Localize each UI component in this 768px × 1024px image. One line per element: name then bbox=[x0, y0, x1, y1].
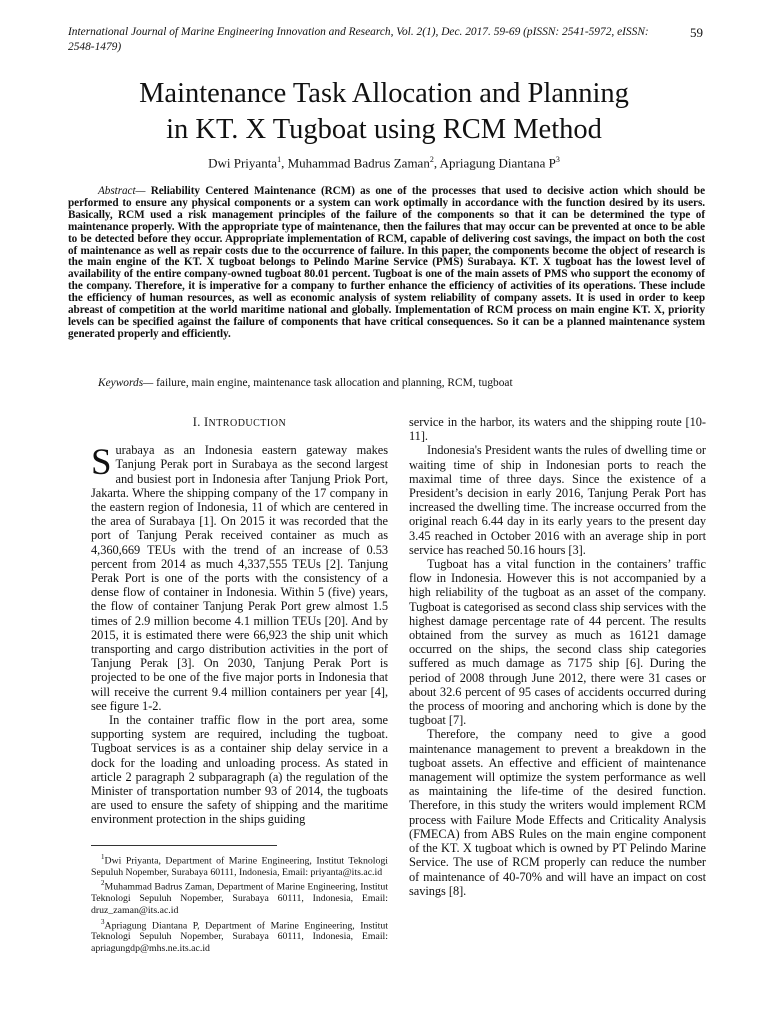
paragraph: Indonesia's President wants the rules of dwelling time or waiting time of ship in Indonesian ports to reach the maximal time of three days. Since the existence of a President’s decision in early 2016, Tanjung Perak Port has increased the dwelling time. The increase occurred from the original reach 6.44 day in its early years to the present day 3.45 reached in October 2016 with an average ship in port service has reached 50.16 hours [3]. bbox=[409, 443, 706, 557]
keywords bbox=[68, 377, 705, 389]
paragraph: Tugboat has a vital function in the containers’ traffic flow in Indonesia. However this is not accompanied by a high reliability of the tugboat as an asset of the company. Tugboat is categorised as second class ship services with the highest damage percentage rate of 44 percent. The results obtained from the survey as much as 16121 damage occurred on the ships, the second class ship categories suffered as much damage as 7175 ship [6]. During the period of 2008 through June 2012, there were 31 cases or about 32.6 percent of 95 cases of accidents occurred during the process of mooring and anchoring which is done by the tugboat [7]. bbox=[409, 557, 706, 728]
footnote: $^2$Muhammad Badrus Zaman, Department of Marine Engineering, Institut Teknologi Sepuluh Nopember, Surabaya 60111, Indonesia, Email: druz_zaman@its.ac.id bbox=[91, 879, 388, 916]
drop-cap: S bbox=[91, 442, 112, 484]
footnote-divider bbox=[91, 845, 277, 846]
author-name: Apriagung Diantana P bbox=[439, 155, 556, 171]
abstract bbox=[68, 186, 705, 341]
title-line-1: Maintenance Task Allocation and Planning bbox=[139, 78, 629, 109]
paper-title bbox=[68, 76, 700, 148]
author-mark: 2 bbox=[429, 155, 434, 164]
footnote: $^1$Dwi Priyanta, Department of Marine Engineering, Institut Teknologi Sepuluh Nopember, Surabaya 60111, Indonesia, Email: priyanta@its.ac.id bbox=[91, 853, 388, 878]
author-name: Dwi Priyanta bbox=[208, 155, 278, 171]
footnotes bbox=[91, 852, 388, 955]
keywords-label: Keywords— bbox=[98, 377, 154, 389]
paragraph: Surabaya as an Indonesia eastern gateway makes Tanjung Perak port in Surabaya as the second largest and busiest port in Indonesia after Tanjung Priok Port, Jakarta. Where the shipping company of the 17 company in the eastern region of Indonesia, 11 of which are centered in the area of Surabaya [1]. On 2015 it was recorded that the port of Tanjung Perak received container as much as 4,360,669 TEUs with the trend of an increase of 0.53 percent from 2014 as much 4,337,555 TEUs [2]. Tanjung Perak Port is one of the ports with the consistency of a dense flow of container in Indonesia. Within 5 (five) years, the flow of container Tanjung Perak Port grew almost 1.5 times of 2.9 million become 4.1 million TEUs [20]. And by 2015, it is estimated there were 66,923 the ship unit which transporting and cargo distribution activities in the port of Tanjung Perak [3]. On 2030, Tanjung Perak Port is projected to be one of the five major ports in Indonesia that will receive the current 9.4 million containers per year [4], see figure 1-2. bbox=[91, 442, 388, 713]
right-column bbox=[409, 415, 706, 898]
author-mark: 1 bbox=[277, 155, 282, 164]
abstract-text: Reliability Centered Maintenance (RCM) as one of the processes that used to decisive action which should be performed to ensure any physical components or a system can work optimally in accordance with the function desired by its users. Basically, RCM used a risk management principles of the failure of the components so that it can be determined the type of maintenance properly. With the appropriate type of maintenance, then the failures that may occur can be prevented at once to be able to be detected before they occur. Appropriate implementation of RCM, capable of delivering cost savings, the impact on both the cost of maintenance as well as repair costs due to the occurrence of failure. In this paper, the components become the object of research is the main engine of the KT. X tugboat belongs to Pelindo Marine Service (PMS) Surabaya. KT. X tugboat has the lowest level of availability of the entire company-owned tugboat 80.01 percent. Tugboat is one of the main assets of PMS who support the economy of the company. Therefore, it is imperative for a company to further enhance the efficiency of activities of its operations. These include the efficiency of human resources, as well as economic analysis of system reliability of company assets. It is used in order to keep abreast of competition at the world maritime national and globally. Implementation of RCM process on main engine KT. X, priority levels can be specified against the failure of components that have critical consequences. So it can be a planned maintenance system generated properly and efficiently. bbox=[68, 185, 705, 340]
author-list: Dwi Priyanta$^1$, Muhammad Badrus Zaman$^2$, Apriagung Diantana $P^3$ bbox=[208, 155, 560, 171]
paragraph: Therefore, the company need to give a good maintenance management to prevent a breakdown in the tugboat assets. An effective and efficient of maintenance management will optimize the system performance as well as maintaining the life-time of the desired function. Therefore, in this study the writers would implement RCM process with Failure Mode Effects and Criticality Analysis (FMECA) from ABS Rules on the main engine component of the KT. X tugboat which is owned by PT Pelindo Marine Service. The use of RCM properly can reduce the number of maintenance of 40-70% and will have an impact on cost savings [8]. bbox=[409, 727, 706, 898]
title-line-2: in KT. X Tugboat using RCM Method bbox=[166, 114, 602, 145]
abstract-label: Abstract— bbox=[98, 185, 146, 197]
keywords-text: failure, main engine, maintenance task allocation and planning, RCM, tugboat bbox=[153, 377, 513, 389]
section-heading: I. INTRODUCTION bbox=[192, 415, 287, 429]
paragraph: In the container traffic flow in the port area, some supporting system are required, including the tugboat. Tugboat services is as a container ship delay service in a dock for the loading and unloading process. As stated in article 2 paragraph 2 subparagraph (a) the regulation of the Minister of transportation number 93 of 2014, the tugboats are used to ensure the safety of shipping and the maritime environment protection in the ships guiding bbox=[91, 713, 388, 827]
author-name: Muhammad Badrus Zaman bbox=[287, 155, 430, 171]
paragraph: service in the harbor, its waters and the shipping route [10-11]. bbox=[409, 415, 706, 444]
author-mark: 3 bbox=[555, 155, 560, 164]
footnote: $^3$Apriagung Diantana P, Department of Marine Engineering, Institut Teknologi Sepuluh Nopember, Surabaya 60111, Indonesia, Email: apriagungdp@mhs.ne.its.ac.id bbox=[91, 917, 388, 954]
journal-header: International Journal of Marine Engineering Innovation and Research, Vol. 2(1), Dec. 2017. 59-69 (pISSN: 2541-5972, eISSN: 2548-1479) bbox=[68, 26, 649, 53]
left-column bbox=[91, 415, 388, 827]
page-number: 59 bbox=[690, 25, 703, 40]
